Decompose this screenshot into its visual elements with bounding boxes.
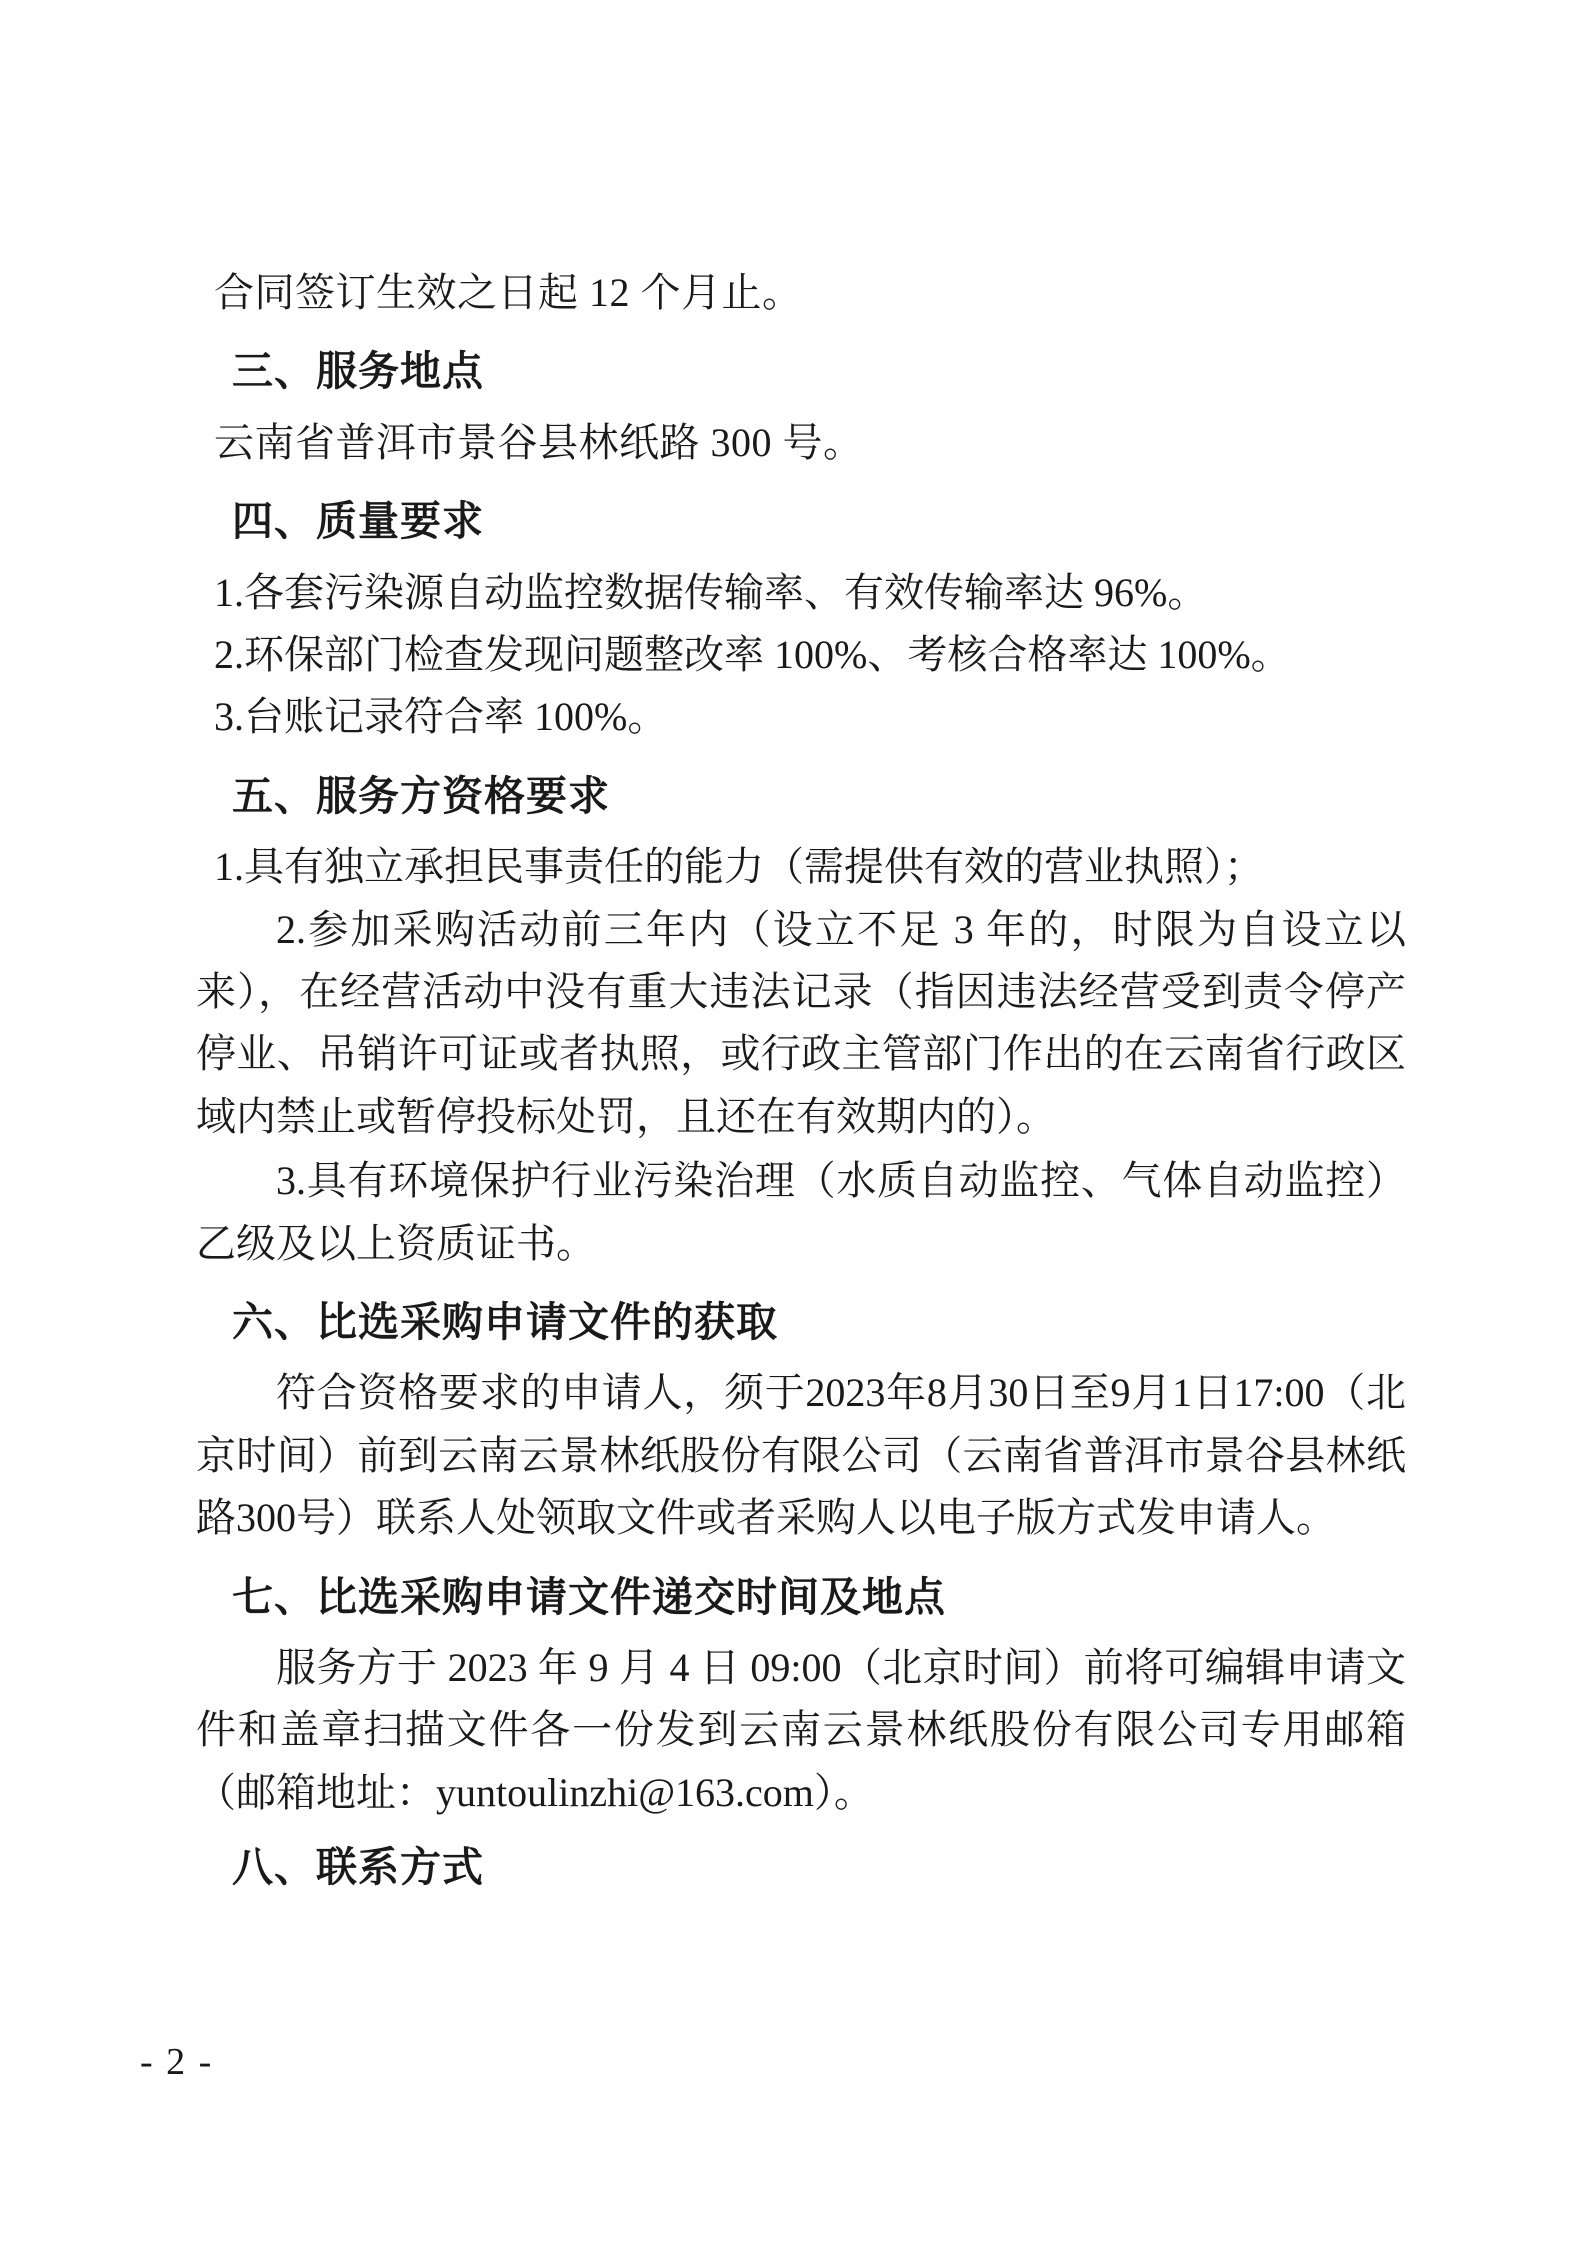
heading-quality-requirements: 四、质量要求 <box>232 498 484 545</box>
heading-supplier-qualification: 五、服务方资格要求 <box>232 772 610 819</box>
list-item-qualification-2: 2.参加采购活动前三年内（设立不足 3 年的，时限为自设立以来），在经营活动中没有重大违法记录（指因违法经营受到责令停产停业、吊销许可证或者执照，或行政主管部门作出的在云南省行政区域内禁止或暂停投标处罚，且还在有效期内的）。 <box>196 906 1406 1139</box>
heading-contact-information: 八、联系方式 <box>232 1844 484 1891</box>
paragraph-contract-term: 合同签订生效之日起 12 个月止。 <box>214 270 803 315</box>
list-item-quality-1: 1.各套污染源自动监控数据传输率、有效传输率达 96%。 <box>214 569 1208 615</box>
page-number: - 2 - <box>140 2041 214 2083</box>
heading-service-location: 三、服务地点 <box>232 348 484 395</box>
list-item-qualification-3: 3.具有环境保护行业污染治理（水质自动监控、气体自动监控）乙级及以上资质证书。 <box>196 1158 1406 1266</box>
document-body <box>196 262 1406 1908</box>
paragraph-document-acquisition: 符合资格要求的申请人，须于2023年8月30日至9月1日17:00（北京时间）前到云南云景林纸股份有限公司（云南省普洱市景谷县林纸路300号）联系人处领取文件或者采购人以电子版方式发申请人。 <box>196 1370 1406 1541</box>
list-item-qualification-1: 1.具有独立承担民事责任的能力（需提供有效的营业执照）； <box>214 844 1264 890</box>
list-item-quality-3: 3.台账记录符合率 100%。 <box>214 694 668 740</box>
list-item-quality-2: 2.环保部门检查发现问题整改率 100%、考核合格率达 100%。 <box>214 632 1291 678</box>
paragraph-submission-details: 服务方于 2023 年 9 月 4 日 09:00（北京时间）前将可编辑申请文件和盖章扫描文件各一份发到云南云景林纸股份有限公司专用邮箱（邮箱地址：yuntoulinzhi@163.com）。 <box>196 1645 1406 1815</box>
paragraph-service-location: 云南省普洱市景谷县林纸路 300 号。 <box>214 419 864 465</box>
heading-document-acquisition: 六、比选采购申请文件的获取 <box>232 1299 778 1345</box>
heading-submission-time-place: 七、比选采购申请文件递交时间及地点 <box>232 1573 946 1620</box>
